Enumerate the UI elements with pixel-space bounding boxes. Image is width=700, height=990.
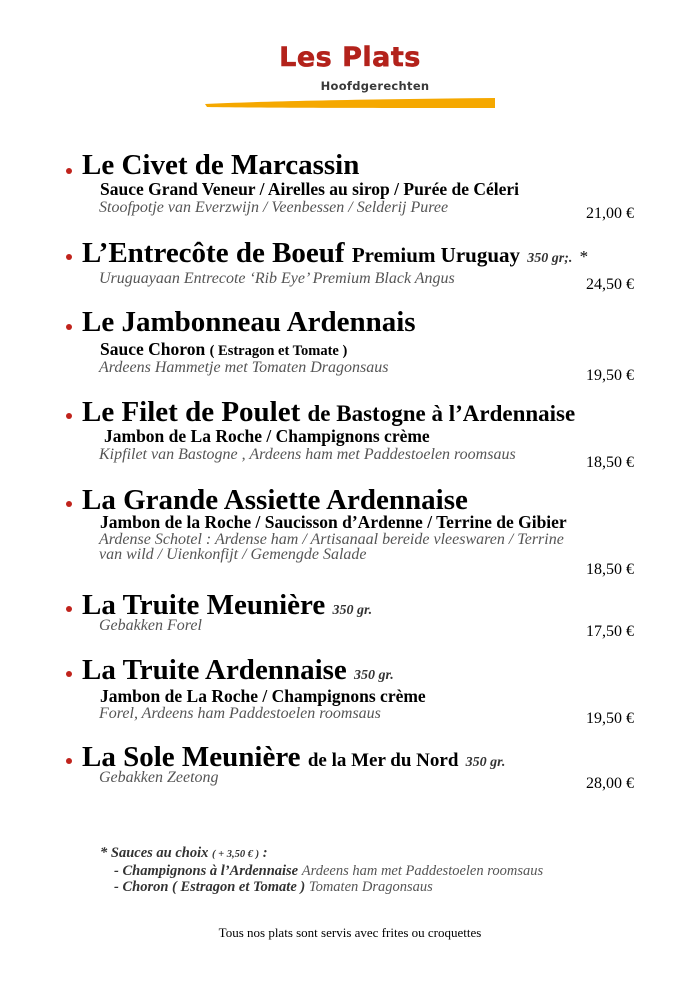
dish-subtitle: Sauce Choron ( Estragon et Tomate ): [100, 339, 348, 359]
dish-translation: Ardeens Hammetje met Tomaten Dragonsaus: [99, 359, 389, 376]
dish-price: 21,00 €: [586, 205, 634, 222]
dish-subtitle: Sauce Grand Veneur / Airelles au sirop / Purée de Céleri: [100, 179, 520, 199]
dish-name-extension: de la Mer du Nord: [307, 750, 459, 771]
dish-translation: Ardense Schotel : Ardense ham / Artisanaal bereide vleeswaren / Terrine: [99, 531, 564, 548]
dish-weight: 350 gr.: [354, 668, 394, 683]
dish-name: La Grande Assiette Ardennaise: [82, 484, 468, 516]
dish-weight: 350 gr.: [465, 755, 506, 770]
sauces-note: [100, 845, 543, 895]
swoosh-underline-decoration: [205, 97, 497, 111]
dish-weight: 350 gr;.: [527, 251, 573, 266]
bullet-icon: [66, 324, 72, 330]
dish-price: 18,50 €: [586, 454, 634, 471]
dish-translation: Stoofpotje van Everzwijn / Veenbessen / Selderij Puree: [99, 199, 449, 216]
dish-name-extension: de Bastogne à l’Ardennaise: [307, 401, 576, 426]
dish-name: La Truite Meunière 350 gr.: [82, 589, 373, 621]
dish-translation: Gebakken Forel: [99, 617, 202, 634]
dish-price: 17,50 €: [586, 623, 634, 640]
dish-name: Le Civet de Marcassin: [82, 149, 360, 181]
bullet-icon: [66, 501, 72, 507]
dish-subtitle: Jambon de La Roche / Champignons crème: [104, 426, 430, 446]
bullet-icon: [66, 254, 72, 260]
dish-subtitle: Jambon de La Roche / Champignons crème: [100, 686, 426, 706]
bullet-icon: [66, 413, 72, 419]
dish-price: 28,00 €: [586, 775, 634, 792]
dish-translation: Uruguayaan Entrecote ‘Rib Eye’ Premium Black Angus: [99, 270, 455, 287]
bullet-icon: [66, 671, 72, 677]
footer-note: Tous nos plats sont servis avec frites ou croquettes: [218, 925, 482, 940]
sauce-option: - Choron ( Estragon et Tomate ) Tomaten Dragonsaus: [114, 879, 433, 895]
bullet-icon: [66, 606, 72, 612]
asterisk-note-marker: *: [579, 247, 589, 266]
dish-price: 19,50 €: [586, 710, 634, 727]
dish-name: La Truite Ardennaise 350 gr.: [82, 654, 394, 686]
dish-price: 24,50 €: [586, 276, 634, 293]
dish-translation-line2: van wild / Uienkonfijt / Gemengde Salade: [99, 546, 367, 563]
bullet-icon: [66, 168, 72, 174]
dish-translation: Kipfilet van Bastogne , Ardeens ham met Paddestoelen roomsaus: [99, 446, 516, 463]
sauces-heading: * Sauces au choix ( + 3,50 € ) :: [100, 845, 268, 861]
page-subtitle: Hoofdgerechten: [320, 79, 430, 93]
page-title: Les Plats: [279, 42, 421, 73]
dish-weight: 350 gr.: [332, 603, 373, 618]
dish-subtitle: Jambon de la Roche / Saucisson d’Ardenne / Terrine de Gibier: [100, 512, 567, 532]
bullet-icon: [66, 758, 72, 764]
sauce-option: - Champignons à l’Ardennaise Ardeens ham met Paddestoelen roomsaus: [114, 863, 544, 879]
dish-name: L’Entrecôte de Boeuf Premium Uruguay 350 gr;. *: [82, 237, 589, 269]
dish-name: La Sole Meunière de la Mer du Nord 350 gr.: [82, 741, 506, 773]
dish-name: Le Jambonneau Ardennais: [82, 306, 416, 338]
dish-name: Le Filet de Poulet de Bastogne à l’Ardennaise: [82, 396, 576, 428]
dish-translation: Forel, Ardeens ham Paddestoelen roomsaus: [99, 705, 381, 722]
dish-translation: Gebakken Zeetong: [99, 769, 219, 786]
dish-name-extension: Premium Uruguay: [351, 243, 521, 267]
dish-price: 19,50 €: [586, 367, 634, 384]
dish-price: 18,50 €: [586, 561, 634, 578]
